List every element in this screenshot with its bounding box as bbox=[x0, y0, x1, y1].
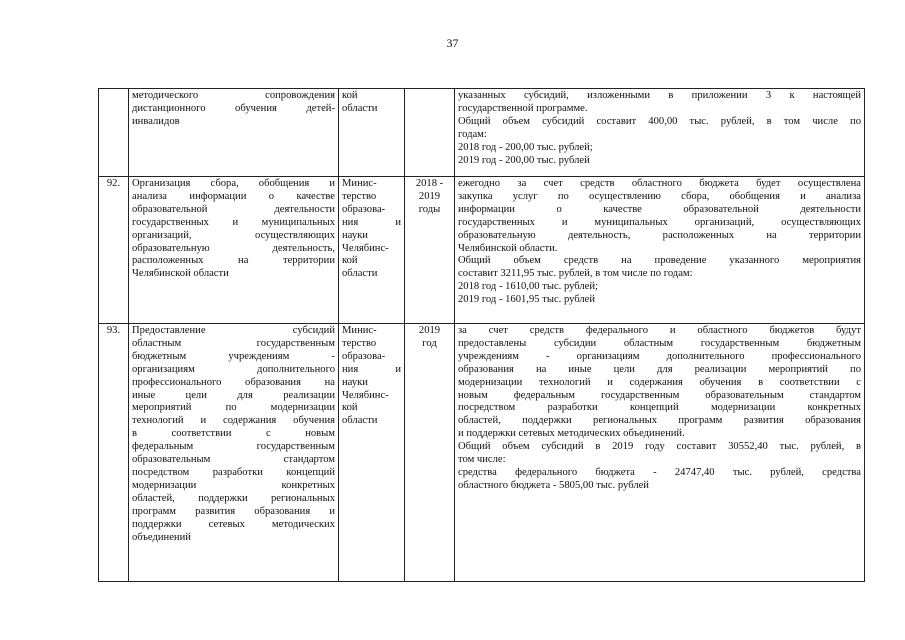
term bbox=[405, 324, 455, 582]
executor-line: ния и bbox=[342, 216, 401, 228]
description-line: областей, поддержки региональных программ развития образования bbox=[458, 415, 861, 427]
activity-name-line: образовательную деятельность, bbox=[132, 242, 335, 254]
activity-name-line: программ развития образования и bbox=[132, 505, 335, 517]
activity-name-line: Челябинской области bbox=[132, 268, 229, 280]
term-line: год bbox=[422, 337, 437, 349]
executor-line: области bbox=[342, 415, 378, 427]
activity-name-line: в соответствии с новым bbox=[132, 428, 335, 440]
executor-line: образова- bbox=[342, 203, 386, 215]
activity-name-line: бюджетным учреждениям - bbox=[132, 350, 335, 362]
description-line: закупка услуг по осуществлению сбора, обобщения и анализа bbox=[458, 190, 861, 202]
executor-line: области bbox=[342, 268, 378, 280]
activity-name-line: дистанционного обучения детей- bbox=[132, 102, 335, 114]
description-line: составит 3211,95 тыс. рублей, в том числе по годам: bbox=[458, 268, 693, 280]
description-line: информации о качестве образовательной деятельности bbox=[458, 203, 861, 215]
description-line: средства федерального бюджета - 24747,40 тыс. рублей, средства bbox=[458, 466, 861, 478]
executor-line: области bbox=[342, 102, 378, 114]
activity-name-line: модернизации конкретных bbox=[132, 479, 335, 491]
executor bbox=[339, 177, 405, 324]
executor-line: науки bbox=[342, 229, 368, 241]
description-line: предоставлены субсидии областным государственным бюджетным bbox=[458, 337, 861, 349]
activity-name-line: государственных и муниципальных bbox=[132, 216, 335, 228]
executor bbox=[339, 324, 405, 582]
activity-name-line: Организация сбора, обобщения и bbox=[132, 178, 335, 189]
executor-line: кой bbox=[342, 90, 358, 101]
description-line: учреждениям - организациям дополнительного профессионального bbox=[458, 350, 861, 362]
activity-name bbox=[129, 324, 339, 582]
activity-name-line: организациям дополнительного bbox=[132, 363, 335, 375]
activity-name-line: федеральным государственным bbox=[132, 441, 335, 453]
description-line: Общий объем средств на проведение указанного мероприятия bbox=[458, 255, 861, 267]
activity-name-line: объединений bbox=[132, 531, 191, 543]
executor-line: образова- bbox=[342, 350, 386, 362]
activity-name-line: областей, поддержки региональных bbox=[132, 492, 335, 504]
executor-line: Челябинс- bbox=[342, 242, 389, 254]
activity-name-line: образовательной деятельности bbox=[132, 203, 335, 215]
description-line: образования на иные цели для реализации мероприятий по bbox=[458, 363, 861, 375]
description-line: 2018 год - 200,00 тыс. рублей; bbox=[458, 141, 593, 153]
term-line: 2019 bbox=[418, 325, 441, 336]
row-number: 93. bbox=[99, 324, 129, 582]
description-line: годам: bbox=[458, 128, 487, 140]
term bbox=[405, 89, 455, 177]
executor-line: терство bbox=[342, 190, 377, 202]
activity-name-line: областным государственным bbox=[132, 337, 335, 349]
activity-name bbox=[129, 89, 339, 177]
description-line: государственных и муниципальных организаций, осуществляющих bbox=[458, 216, 861, 228]
activity-name-line: иные цели для реализации bbox=[132, 389, 335, 401]
activity-name-line: посредством разработки концепций bbox=[132, 466, 335, 478]
executor-line: Минис- bbox=[342, 325, 377, 336]
executor-line: ния и bbox=[342, 363, 401, 375]
description-line: модернизации технологий и содержания обучения в соответствии с bbox=[458, 376, 861, 388]
page-number: 37 bbox=[446, 36, 459, 50]
row-number: 92. bbox=[99, 177, 129, 324]
description-line: том числе: bbox=[458, 454, 506, 466]
activity-name bbox=[129, 177, 339, 324]
description-line: областного бюджета - 5805,00 тыс. рублей bbox=[458, 479, 649, 491]
activity-name-line: профессионального образования на bbox=[132, 376, 335, 388]
executor-line: науки bbox=[342, 376, 368, 388]
row-number bbox=[99, 89, 129, 177]
term-line: годы bbox=[418, 203, 441, 215]
table-row bbox=[99, 324, 865, 582]
activity-name-line: организаций, осуществляющих bbox=[132, 229, 335, 241]
description bbox=[455, 177, 865, 324]
activity-name-line: образовательным стандартом bbox=[132, 454, 335, 466]
executor-line: Минис- bbox=[342, 178, 377, 189]
executor-line: кой bbox=[342, 255, 358, 267]
executor-line: кой bbox=[342, 402, 358, 414]
description-line: Челябинской области. bbox=[458, 242, 558, 254]
activity-name-line: расположенных на территории bbox=[132, 255, 335, 267]
description-line: 2019 год - 200,00 тыс. рублей bbox=[458, 154, 590, 166]
description-line: посредством разработки концепций модернизации конкретных bbox=[458, 402, 861, 414]
description bbox=[455, 89, 865, 177]
description-line: указанных субсидий, изложенными в приложении 3 к настоящей bbox=[458, 90, 861, 101]
description-line: ежегодно за счет средств областного бюджета будет осуществлена bbox=[458, 178, 861, 189]
executor-line: Челябинс- bbox=[342, 389, 389, 401]
activity-name-line: методического сопровождения bbox=[132, 90, 335, 101]
term bbox=[405, 177, 455, 324]
activity-name-line: инвалидов bbox=[132, 115, 180, 127]
description bbox=[455, 324, 865, 582]
executor-line: терство bbox=[342, 337, 377, 349]
table-row bbox=[99, 89, 865, 177]
description-line: 2019 год - 1601,95 тыс. рублей bbox=[458, 294, 596, 306]
description-line: новым федеральным государственным образовательным стандартом bbox=[458, 389, 861, 401]
description-line: образовательную деятельность, расположенных на территории bbox=[458, 229, 861, 241]
table-row bbox=[99, 177, 865, 324]
activity-name-line: мероприятий по модернизации bbox=[132, 402, 335, 414]
term-line: 2019 bbox=[418, 190, 441, 202]
description-line: за счет средств федерального и областного бюджетов будут bbox=[458, 325, 861, 336]
program-table bbox=[98, 88, 865, 582]
activity-name-line: анализа информации о качестве bbox=[132, 190, 335, 202]
description-line: и поддержки сетевых методических объединений. bbox=[458, 428, 685, 440]
activity-name-line: технологий и содержания обучения bbox=[132, 415, 335, 427]
executor bbox=[339, 89, 405, 177]
description-line: Общий объем субсидий составит 400,00 тыс. рублей, в том числе по bbox=[458, 115, 861, 127]
description-line: государственной программе. bbox=[458, 102, 588, 114]
description-line: 2018 год - 1610,00 тыс. рублей; bbox=[458, 281, 598, 293]
description-line: Общий объем субсидий в 2019 году составит 30552,40 тыс. рублей, в bbox=[458, 441, 861, 453]
activity-name-line: Предоставление субсидий bbox=[132, 325, 335, 336]
term-line: 2018 - bbox=[415, 178, 444, 189]
activity-name-line: поддержки сетевых методических bbox=[132, 518, 335, 530]
